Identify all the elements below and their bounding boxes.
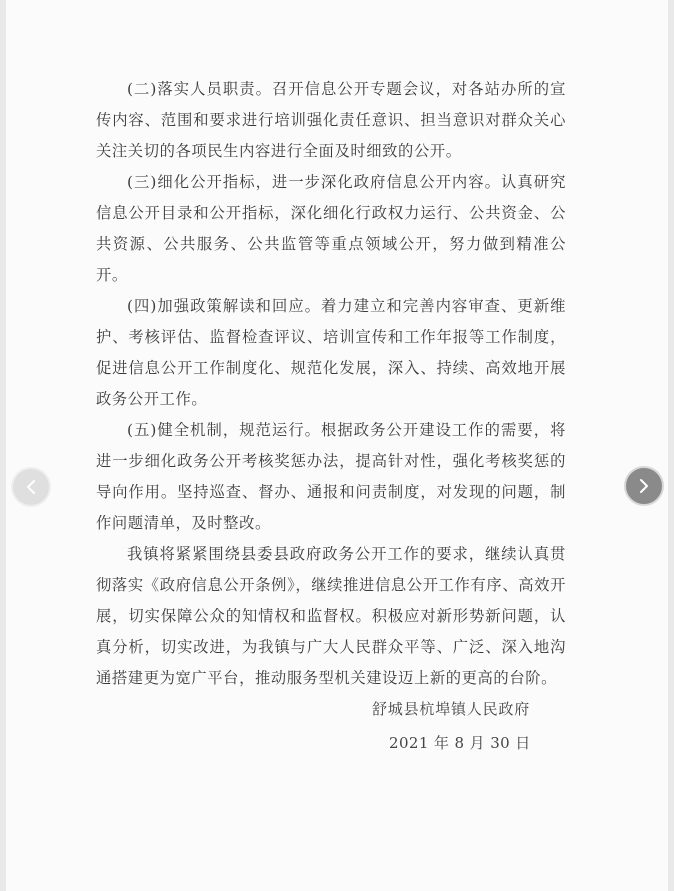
paragraph: (二)落实人员职责。召开信息公开专题会议，对各站办所的宣传内容、范围和要求进行培训强化责任意识、担当意识对群众关心关注关切的各项民生内容进行全面及时细致的公开。: [96, 80, 566, 160]
document-date: 2021 年 8 月 30 日: [389, 734, 531, 752]
next-page-button[interactable]: [624, 466, 664, 506]
paragraph: (五)健全机制，规范运行。根据政务公开建设工作的需要，将进一步细化政务公开考核奖惩办法，提高针对性，强化考核奖惩的导向作用。坚持巡查、督办、通报和问责制度，对发现的问题，制作问题清单，及时整改。: [96, 421, 566, 532]
document-body: [96, 74, 566, 694]
previous-page-button[interactable]: [11, 467, 51, 507]
chevron-left-icon: [24, 479, 38, 495]
paragraph: 我镇将紧紧围绕县委县政府政务公开工作的要求，继续认真贯彻落实《政府信息公开条例》，继续推进信息公开工作有序、高效开展，切实保障公众的知情权和监督权。积极应对新形势新问题，认真分析，切实改进，为我镇与广大人民群众平等、广泛、深入地沟通搭建更为宽广平台，推动服务型机关建设迈上新的更高的台阶。: [96, 545, 566, 687]
paragraph: (三)细化公开指标，进一步深化政府信息公开内容。认真研究信息公开目录和公开指标，深化细化行政权力运行、公共资金、公共资源、公共服务、公共监管等重点领域公开，努力做到精准公开。: [96, 173, 566, 284]
signature: 舒城县杭埠镇人民政府: [372, 700, 531, 718]
chevron-right-icon: [637, 478, 651, 494]
document-page: [6, 0, 668, 891]
paragraph: (四)加强政策解读和回应。着力建立和完善内容审查、更新维护、考核评估、监督检查评议、培训宣传和工作年报等工作制度，促进信息公开工作制度化、规范化发展，深入、持续、高效地开展政务公开工作。: [96, 297, 566, 408]
